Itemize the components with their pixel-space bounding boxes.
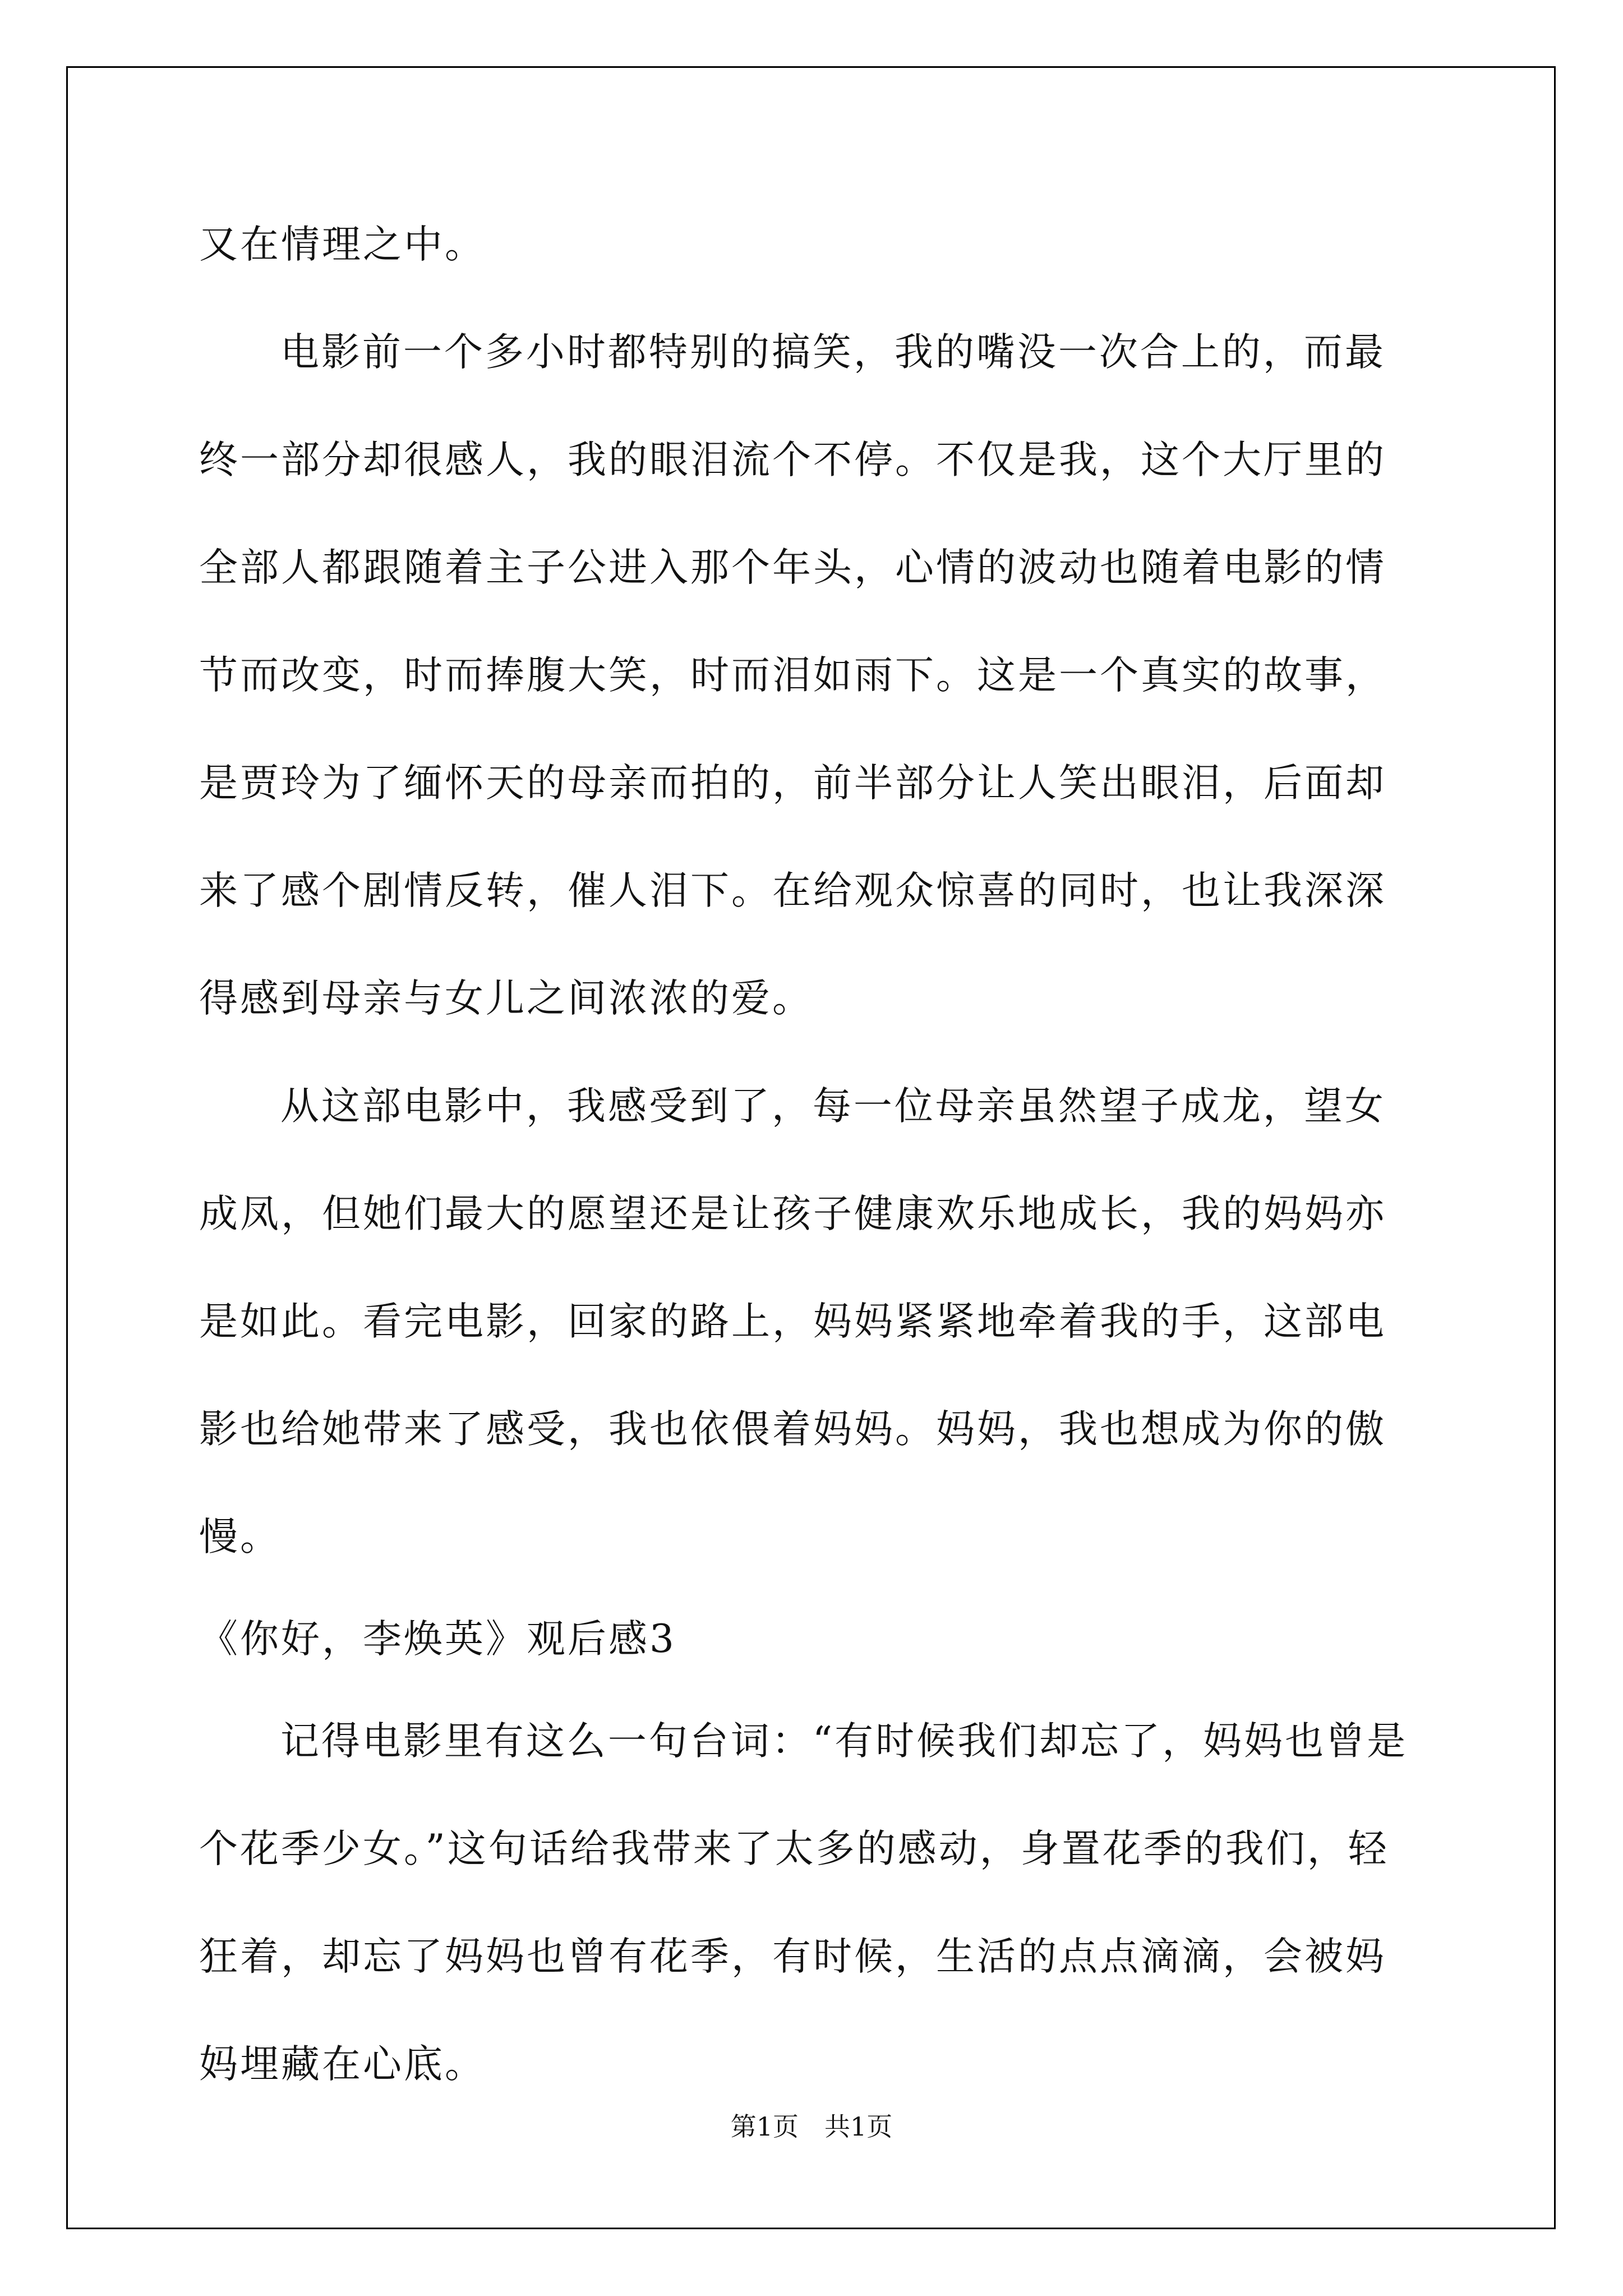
paragraph: 从这部电影中，我感受到了，每一位母亲虽然望子成龙，望女成凤，但她们最大的愿望还是让孩子健康欢乐地成长，我的妈妈亦是如此。看完电影，回家的路上，妈妈紧紧地牵着我的手，这部电影也给她带来了感受，我也依偎着妈妈。妈妈，我也想成为你的傲慢。 — [199, 1084, 1386, 1559]
page-footer: 第1页 共1页 — [730, 2111, 893, 2142]
paragraph: 电影前一个多小时都特别的搞笑，我的嘴没一次合上的，而最终一部分却很感人，我的眼泪流个不停。不仅是我，这个大厅里的全部人都跟随着主子公进入那个年头，心情的波动也随着电影的情节而改变，时而捧腹大笑，时而泪如雨下。这是一个真实的故事，是贾玲为了缅怀天的母亲而拍的，前半部分让人笑出眼泪，后面却来了感个剧情反转，催人泪下。在给观众惊喜的同时，也让我深深得感到母亲与女儿之间浓浓的爱。 — [199, 330, 1386, 1021]
document-body — [199, 191, 1424, 2118]
paragraph: 又在情理之中。 — [199, 222, 486, 267]
section-title: 《你好，李焕英》观后感3 — [199, 1617, 676, 1662]
paragraph: 记得电影里有这么一句台词：“有时候我们却忘了，妈妈也曾是个花季少女。”这句话给我带来了太多的感动，身置花季的我们，轻狂着，却忘了妈妈也曾有花季，有时候，生活的点点滴滴，会被妈妈埋藏在心底。 — [199, 1719, 1408, 2087]
